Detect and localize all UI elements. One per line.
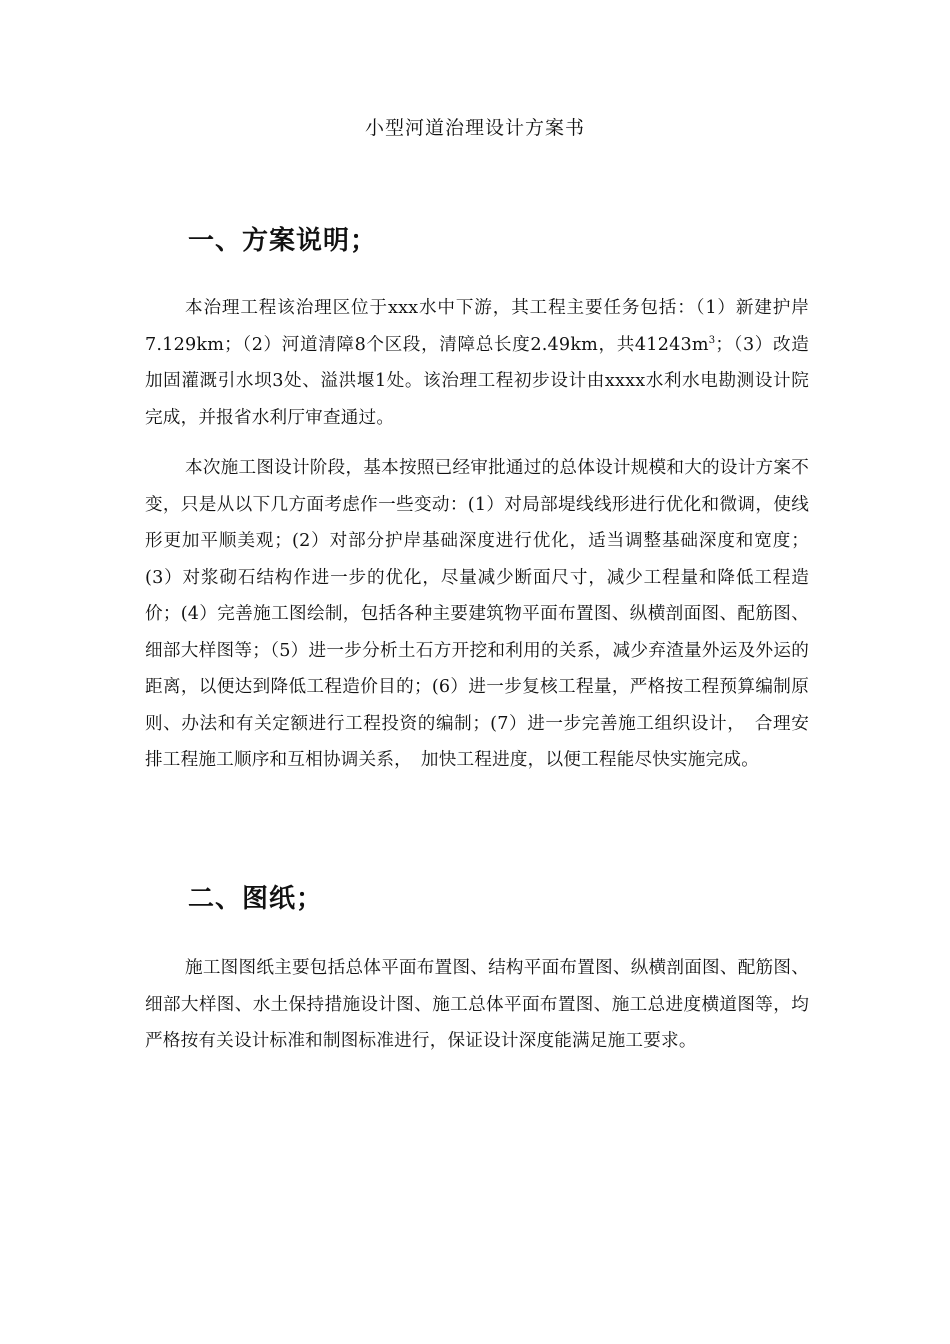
paragraph-text: ；（3）改造加固灌溉引水坝3处、溢洪堰1处。该治理工程初步设计由xxxx水利水电勘测设计院完成，并报省水利厅审查通过。 [145, 334, 809, 428]
superscript-cubic: 3 [708, 334, 716, 346]
paragraph-design-changes: 本次施工图设计阶段，基本按照已经审批通过的总体设计规模和大的设计方案不变，只是从以下几方面考虑作一些变动：(1）对局部堤线线形进行优化和微调，使线形更加平顺美观；(2）对部分护岸基础深度进行优化，适当调整基础深度和宽度；(3）对浆砌石结构作进一步的优化，尽量减少断面尺寸，减少工程量和降低工程造价；(4）完善施工图绘制，包括各种主要建筑物平面布置图、纵横剖面图、配筋图、细部大样图等；（5）进一步分析土石方开挖和利用的关系，减少弃渣量外运及外运的距离，以便达到降低工程造价目的；(6）进一步复核工程量，严格按工程预算编制原则、办法和有关定额进行工程投资的编制；(7）进一步完善施工组织设计， 合理安排工程施工顺序和互相协调关系， 加快工程进度，以便工程能尽快实施完成。 [145, 458, 809, 770]
section-heading-plan-description: 一、方案说明； [188, 226, 378, 256]
paragraph-project-overview [145, 290, 809, 436]
paragraph-text: 本治理工程该治理区位于xxx水中下游，其工程主要任务包括：（1）新建护岸7.129km；（2）河道清障8个区段，清障总长度2.49km，共41243m [145, 298, 809, 355]
section-heading-drawings: 二、图纸； [188, 884, 324, 914]
paragraph-drawings: 施工图图纸主要包括总体平面布置图、结构平面布置图、纵横剖面图、配筋图、细部大样图、水土保持措施设计图、施工总体平面布置图、施工总进度横道图等，均严格按有关设计标准和制图标准进行，保证设计深度能满足施工要求。 [145, 958, 809, 1051]
document-title: 小型河道治理设计方案书 [364, 117, 585, 139]
